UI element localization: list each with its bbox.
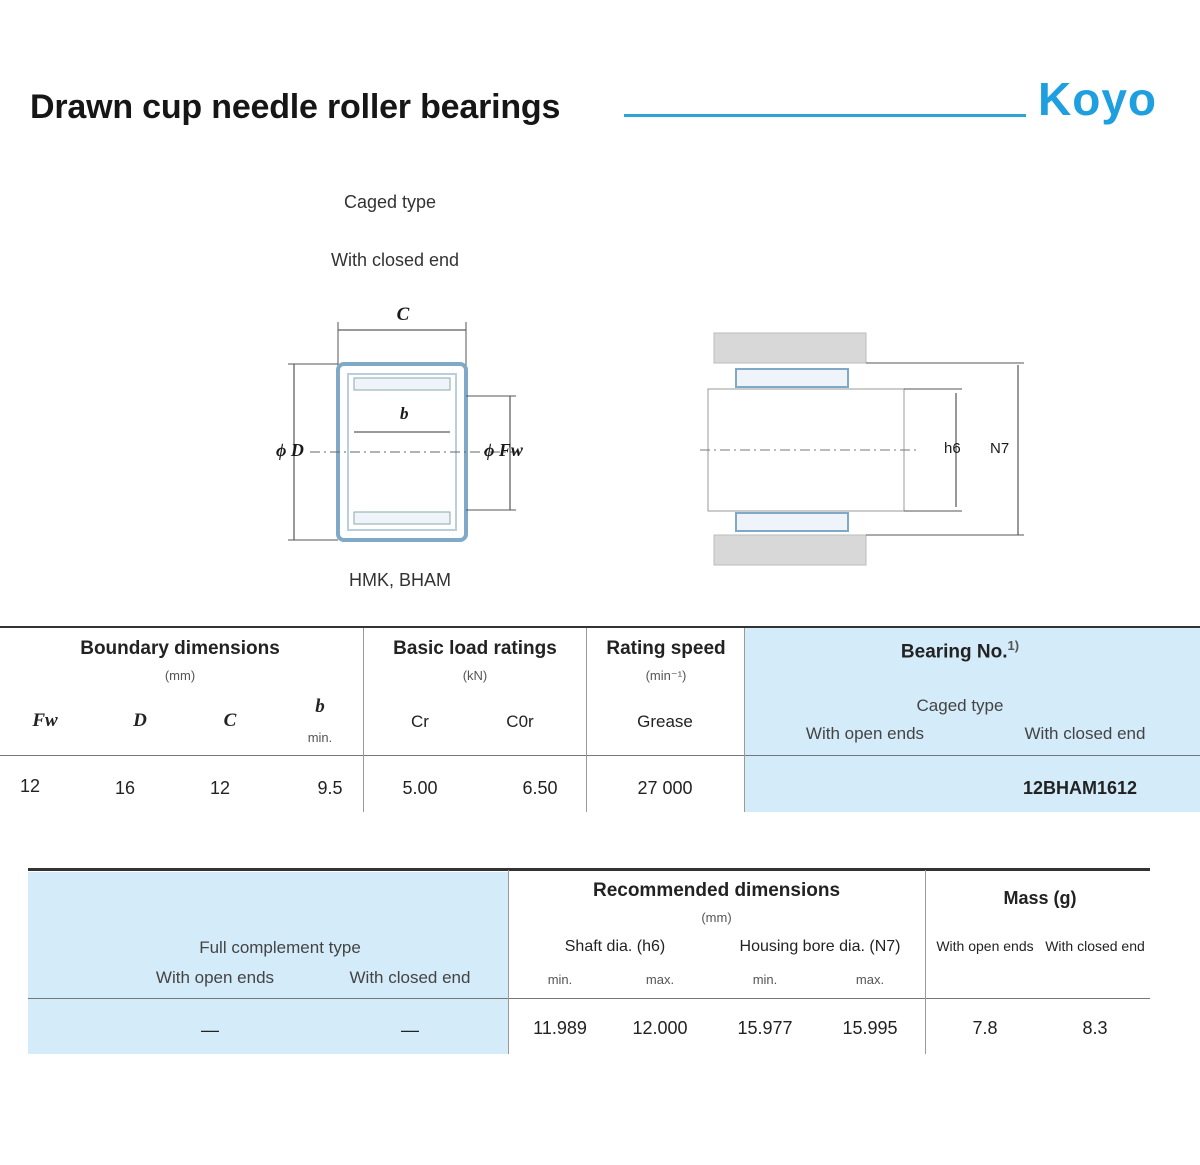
row-mass-closed: 8.3 (1082, 1018, 1108, 1038)
shaft-min-label: min. (547, 972, 573, 987)
diagram-caption-type: Caged type (343, 192, 437, 212)
col-grease: Grease (637, 712, 693, 731)
label-outer-diameter: ϕ D (276, 440, 304, 460)
col-fw: Fw (32, 710, 58, 731)
row-bearing-no: 12BHAM1612 (1022, 778, 1138, 798)
mass-open-label: With open ends (936, 938, 1034, 954)
label-shaft-tolerance: h6 (944, 440, 961, 457)
table1-divider (363, 628, 364, 812)
table2-top-rule (28, 868, 1150, 871)
label-housing-tolerance: N7 (990, 440, 1010, 457)
page-title: Drawn cup needle roller bearings (30, 88, 561, 126)
mass-header: Mass (g) (1003, 888, 1077, 908)
row-cr: 5.00 (402, 778, 438, 798)
row-shaft-min: 11.989 (533, 1018, 587, 1038)
row-mass-open: 7.8 (972, 1018, 998, 1038)
boundary-dimensions-header: Boundary dimensions (80, 638, 280, 659)
row-d: 16 (114, 778, 136, 798)
col-b-min: min. (307, 730, 333, 745)
row-cor: 6.50 (522, 778, 558, 798)
row-housing-min: 15.977 (737, 1018, 793, 1038)
row-housing-max: 15.995 (842, 1018, 898, 1038)
full-complement-label: Full complement type (199, 938, 361, 957)
bearing-no-header (745, 638, 1175, 663)
mass-closed-label: With closed end (1045, 938, 1145, 954)
col-cr: Cr (411, 712, 429, 731)
label-b: b (400, 404, 409, 423)
table1-top-rule (0, 626, 1200, 628)
housing-min-label: min. (752, 972, 778, 987)
diagram-caption-end: With closed end (330, 250, 460, 270)
table2-divider (925, 870, 926, 1054)
row-fw: 12 (19, 776, 41, 796)
table2-divider (508, 870, 509, 1054)
col-cor: C0r (506, 712, 534, 731)
title-rule (624, 114, 1026, 117)
load-ratings-unit: (kN) (462, 668, 488, 683)
bearing-no-title: Bearing No. (900, 641, 1008, 663)
recommended-dimensions-header: Recommended dimensions (592, 880, 841, 901)
closed-end-label: With closed end (1024, 724, 1146, 743)
recommended-unit: (mm) (701, 910, 732, 925)
table1-header-rule (0, 755, 1200, 756)
row-speed: 27 000 (637, 778, 693, 798)
brand-logo: Koyo (1038, 73, 1157, 125)
shaft-dia-header: Shaft dia. (h6) (564, 938, 666, 955)
housing-max-label: max. (855, 972, 885, 987)
boundary-dimensions-unit: (mm) (164, 668, 196, 683)
row-c: 12 (209, 778, 231, 798)
full-open-label: With open ends (155, 968, 275, 987)
row-full-closed: — (401, 1020, 419, 1040)
caged-type-label: Caged type (916, 696, 1004, 715)
table1-divider (586, 628, 587, 812)
col-d: D (133, 710, 147, 731)
row-full-open: — (201, 1020, 219, 1040)
label-c: C (396, 304, 410, 325)
diagram-caption-code: HMK, BHAM (348, 570, 451, 590)
shaft-max-label: max. (645, 972, 675, 987)
bearing-no-footnote: 1) (1007, 638, 1020, 653)
full-closed-label: With closed end (349, 968, 471, 987)
table2-header-rule (28, 998, 1150, 999)
load-ratings-header: Basic load ratings (393, 638, 557, 659)
col-c: C (223, 710, 237, 731)
col-b: b (315, 696, 325, 717)
housing-bore-header: Housing bore dia. (N7) (739, 938, 901, 955)
row-b: 9.5 (317, 778, 343, 798)
rating-speed-header: Rating speed (606, 638, 726, 659)
row-shaft-max: 12.000 (632, 1018, 688, 1038)
bearing-section-drawing (270, 300, 550, 560)
label-fw: ϕ Fw (484, 440, 523, 460)
mounting-drawing (700, 325, 1040, 575)
open-ends-label: With open ends (805, 724, 925, 743)
rating-speed-unit: (min⁻¹) (645, 668, 687, 683)
